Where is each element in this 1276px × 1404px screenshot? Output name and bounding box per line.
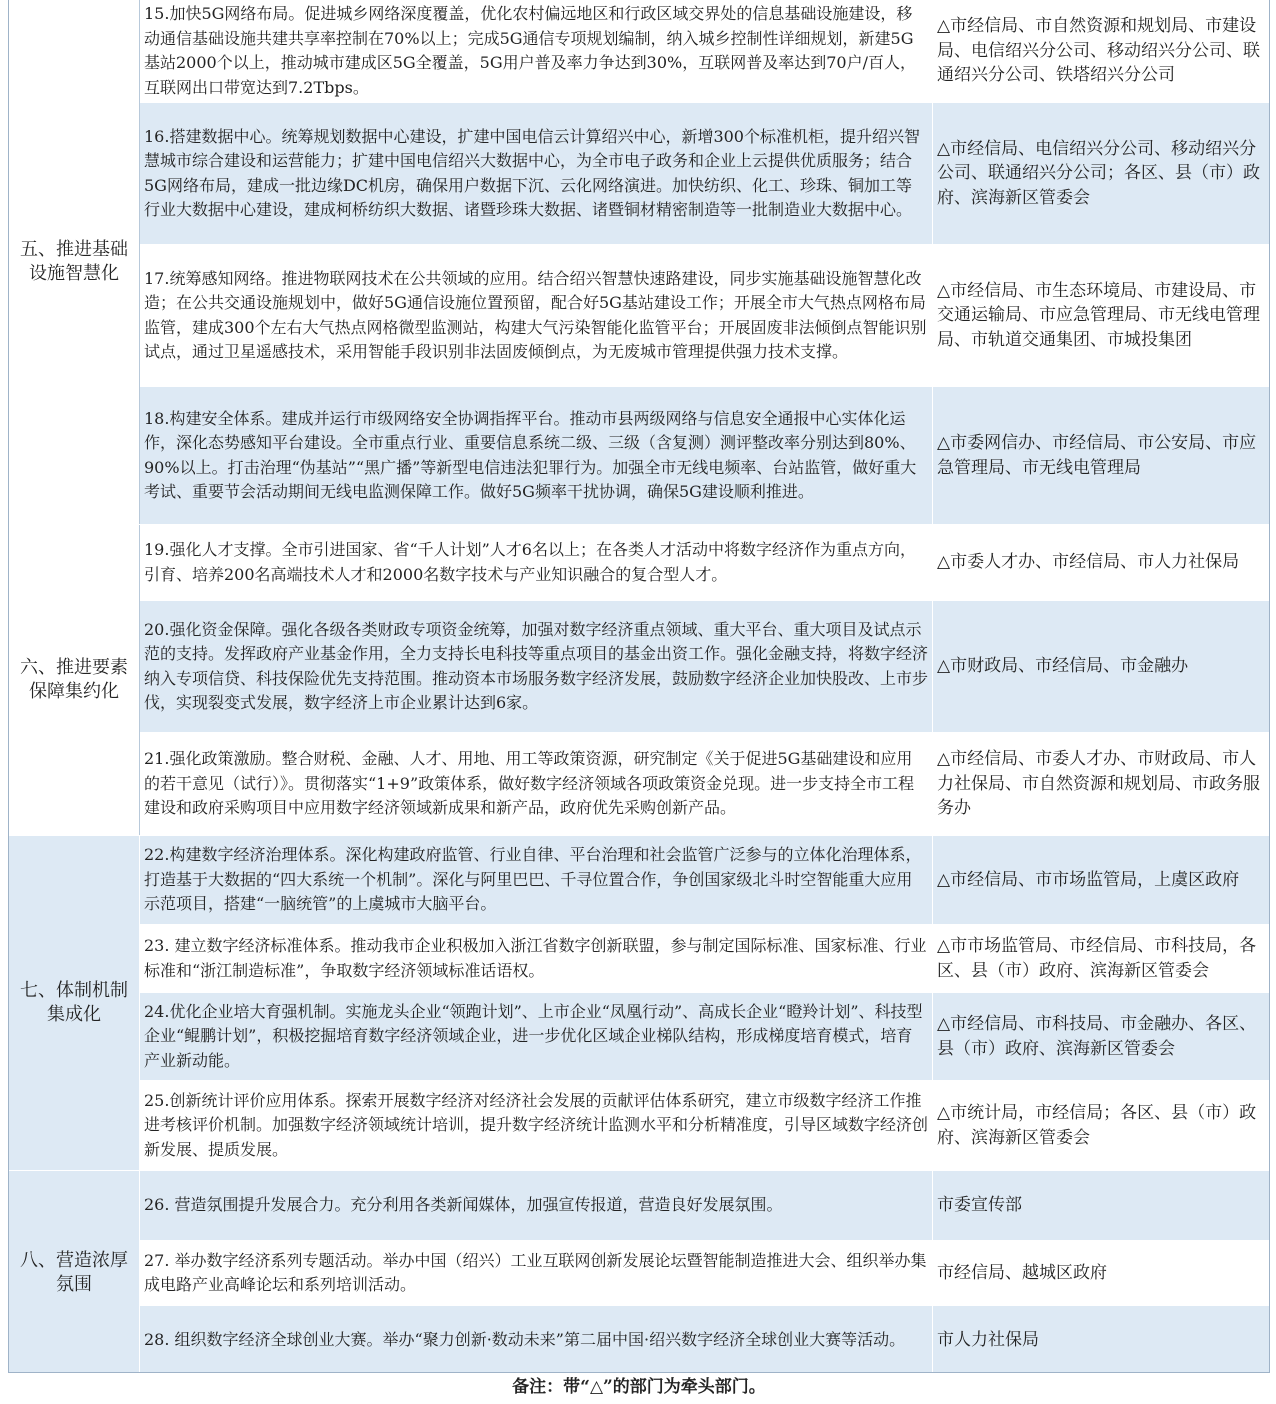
footnote: 备注：带“△”的部门为牵头部门。	[8, 1372, 1270, 1401]
table-row	[9, 601, 1271, 733]
table-row	[9, 1081, 1271, 1171]
category-cell: 六、推进要素保障集约化	[9, 525, 140, 836]
table-row	[9, 836, 1271, 925]
task-cell: 18.构建安全体系。建成并运行市级网络安全协调指挥平台。推动市县两级网络与信息安全通报中心实体化运作，深化态势感知平台建设。全市重点行业、重要信息系统二级、三级（含复测）测评整改率分别达到80%、90%以上。打击治理“伪基站”“黑广播”等新型电信违法犯罪行为。加强全市无线电频率、台站监管，做好重大考试、重要节会活动期间无线电监测保障工作。做好5G频率干扰协调，确保5G建设顺利推进。	[140, 387, 933, 525]
table-row	[9, 1241, 1271, 1306]
dept-cell: △市经信局、市科技局、市金融办、各区、县（市）政府、滨海新区管委会	[933, 993, 1271, 1081]
dept-cell: △市经信局、电信绍兴分公司、移动绍兴分公司、联通绍兴分公司；各区、县（市）政府、滨海新区管委会	[933, 103, 1271, 245]
table-row	[9, 733, 1271, 836]
dept-cell: △市委网信办、市经信局、市公安局、市应急管理局、市无线电管理局	[933, 387, 1271, 525]
task-cell: 20.强化资金保障。强化各级各类财政专项资金统筹，加强对数字经济重点领域、重大平台、重大项目及试点示范的支持。发挥政府产业基金作用，全力支持长电科技等重点项目的基金出资工作。强化金融支持，将数字经济纳入专项信贷、科技保险优先支持范围。推动资本市场服务数字经济发展，鼓励数字经济企业加快股改、上市步伐，实现裂变式发展，数字经济上市企业累计达到6家。	[140, 601, 933, 733]
table-row	[9, 993, 1271, 1081]
table-row	[9, 103, 1271, 245]
category-cell: 五、推进基础设施智慧化	[9, 0, 140, 525]
dept-cell: 市人力社保局	[933, 1306, 1271, 1376]
dept-cell: △市市场监管局、市经信局、市科技局，各区、县（市）政府、滨海新区管委会	[933, 925, 1271, 993]
dept-cell: 市委宣传部	[933, 1171, 1271, 1241]
task-cell: 21.强化政策激励。整合财税、金融、人才、用地、用工等政策资源，研究制定《关于促进5G基础建设和应用的若干意见（试行）》。贯彻落实“1+9”政策体系，做好数字经济领域各项政策资金兑现。进一步支持全市工程建设和政府采购项目中应用数字经济领域新成果和新产品，政府优先采购创新产品。	[140, 733, 933, 836]
category-cell: 七、体制机制集成化	[9, 836, 140, 1171]
task-cell: 19.强化人才支撑。全市引进国家、省“千人计划”人才6名以上；在各类人才活动中将数字经济作为重点方向，引育、培养200名高端技术人才和2000名数字技术与产业知识融合的复合型人才。	[140, 525, 933, 601]
table-row	[9, 1306, 1271, 1376]
task-cell: 23. 建立数字经济标准体系。推动我市企业积极加入浙江省数字创新联盟，参与制定国际标准、国家标准、行业标准和“浙江制造标准”，争取数字经济领域标准话语权。	[140, 925, 933, 993]
dept-cell: △市统计局，市经信局；各区、县（市）政府、滨海新区管委会	[933, 1081, 1271, 1171]
task-cell: 17.统筹感知网络。推进物联网技术在公共领域的应用。结合绍兴智慧快速路建设，同步实施基础设施智慧化改造；在公共交通设施规划中，做好5G通信设施位置预留，配合好5G基站建设工作；开展全市大气热点网格布局监管，建成300个左右大气热点网格微型监测站，构建大气污染智能化监管平台；开展固废非法倾倒点智能识别试点，通过卫星遥感技术，采用智能手段识别非法固废倾倒点，为无废城市管理提供强力技术支撑。	[140, 245, 933, 387]
dept-cell: △市经信局、市自然资源和规划局、市建设局、电信绍兴分公司、移动绍兴分公司、联通绍兴分公司、铁塔绍兴分公司	[933, 0, 1271, 103]
dept-cell: △市经信局、市市场监管局，上虞区政府	[933, 836, 1271, 925]
task-cell: 22.构建数字经济治理体系。深化构建政府监管、行业自律、平台治理和社会监管广泛参与的立体化治理体系，打造基于大数据的“四大系统一个机制”。深化与阿里巴巴、千寻位置合作，争创国家级北斗时空智能重大应用示范项目，搭建“一脑统管”的上虞城市大脑平台。	[140, 836, 933, 925]
table-row	[9, 0, 1271, 103]
dept-cell: △市经信局、市生态环境局、市建设局、市交通运输局、市应急管理局、市无线电管理局、市轨道交通集团、市城投集团	[933, 245, 1271, 387]
task-cell: 24.优化企业培大育强机制。实施龙头企业“领跑计划”、上市企业“凤凰行动”、高成长企业“瞪羚计划”、科技型企业“鲲鹏计划”，积极挖掘培育数字经济领域企业，进一步优化区域企业梯队结构，形成梯度培育模式，培育产业新动能。	[140, 993, 933, 1081]
task-cell: 28. 组织数字经济全球创业大赛。举办“聚力创新·数动未来”第二届中国·绍兴数字经济全球创业大赛等活动。	[140, 1306, 933, 1376]
table-row	[9, 387, 1271, 525]
task-cell: 26. 营造氛围提升发展合力。充分利用各类新闻媒体，加强宣传报道，营造良好发展氛围。	[140, 1171, 933, 1241]
dept-cell: △市委人才办、市经信局、市人力社保局	[933, 525, 1271, 601]
category-cell: 八、营造浓厚氛围	[9, 1171, 140, 1376]
task-table	[8, 0, 1271, 1376]
dept-cell: 市经信局、越城区政府	[933, 1241, 1271, 1306]
task-cell: 27. 举办数字经济系列专题活动。举办中国（绍兴）工业互联网创新发展论坛暨智能制造推进大会、组织举办集成电路产业高峰论坛和系列培训活动。	[140, 1241, 933, 1306]
dept-cell: △市财政局、市经信局、市金融办	[933, 601, 1271, 733]
table-row	[9, 525, 1271, 601]
task-cell: 25.创新统计评价应用体系。探索开展数字经济对经济社会发展的贡献评估体系研究，建立市级数字经济工作推进考核评价机制。加强数字经济领域统计培训，提升数字经济统计监测水平和分析精准度，引导区域数字经济创新发展、提质发展。	[140, 1081, 933, 1171]
table-row	[9, 245, 1271, 387]
table-row	[9, 1171, 1271, 1241]
task-cell: 16.搭建数据中心。统筹规划数据中心建设，扩建中国电信云计算绍兴中心，新增300个标准机柜，提升绍兴智慧城市综合建设和运营能力；扩建中国电信绍兴大数据中心，为全市电子政务和企业上云提供优质服务；结合5G网络布局，建成一批边缘DC机房，确保用户数据下沉、云化网络演进。加快纺织、化工、珍珠、铜加工等行业大数据中心建设，建成柯桥纺织大数据、诸暨珍珠大数据、诸暨铜材精密制造等一批制造业大数据中心。	[140, 103, 933, 245]
task-cell: 15.加快5G网络布局。促进城乡网络深度覆盖，优化农村偏远地区和行政区域交界处的信息基础设施建设，移动通信基础设施共建共享率控制在70%以上；完成5G通信专项规划编制，纳入城乡控制性详细规划，新建5G基站2000个以上，推动城市建成区5G全覆盖，5G用户普及率力争达到30%，互联网普及率达到70户/百人，互联网出口带宽达到7.2Tbps。	[140, 0, 933, 103]
table-row	[9, 925, 1271, 993]
table-left-border	[8, 0, 9, 1372]
dept-cell: △市经信局、市委人才办、市财政局、市人力社保局、市自然资源和规划局、市政务服务办	[933, 733, 1271, 836]
table-right-border	[1269, 0, 1270, 1372]
